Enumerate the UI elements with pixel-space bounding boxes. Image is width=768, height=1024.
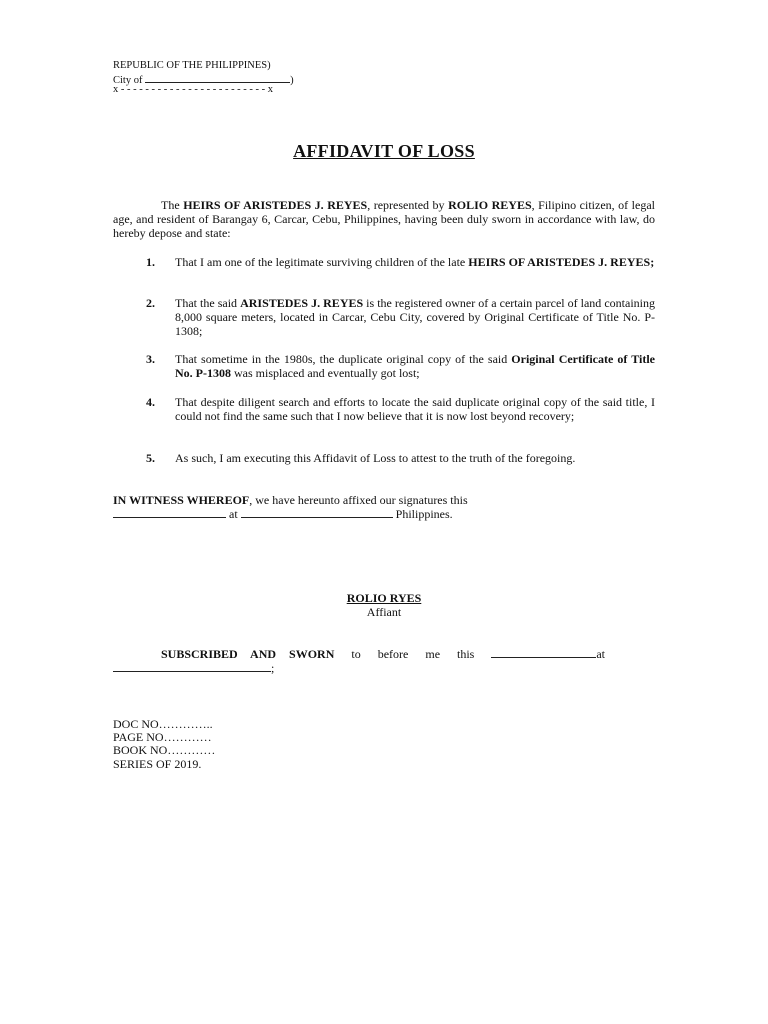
list-text: That despite diligent search and efforts to locate the said duplicate original copy of the said title, I could not find the same such that I now believe that it is now lost beyond recovery; xyxy=(175,395,655,423)
affiant-name: ROLIO RYES xyxy=(346,591,422,605)
list-bold-text: Original Certificate of Title No. P-1308 xyxy=(175,352,655,380)
affiant-role: Affiant xyxy=(366,605,402,619)
list-text: is the registered owner of a certain parcel of land containing 8,000 square meters, located in Carcar, Cebu City, covered by Original Certificate of Title No. P-1308; xyxy=(175,296,655,338)
list-text: That the said xyxy=(175,296,241,310)
city-prefix: City of xyxy=(113,75,146,86)
date-blank-line xyxy=(113,507,226,518)
list-text: That sometime in the 1980s, the duplicate original copy of the said xyxy=(175,352,512,366)
intro-text-1: The xyxy=(161,198,184,212)
jurat-text-1: to before me this xyxy=(334,647,492,661)
witness-text-2: at xyxy=(226,507,241,521)
list-number: 1. xyxy=(146,255,155,269)
jurat-text-3: ; xyxy=(271,661,275,675)
witness-text-1: , we have hereunto affixed our signatures this xyxy=(249,493,468,507)
list-number: 5. xyxy=(146,451,155,465)
place-blank-line xyxy=(241,507,393,518)
intro-paragraph xyxy=(113,198,655,240)
document-title: AFFIDAVIT OF LOSS xyxy=(293,141,475,161)
venue-line-republic: REPUBLIC OF THE PHILIPPINES) xyxy=(113,60,271,71)
jurat-text-2: at xyxy=(596,647,606,661)
list-text: As such, I am executing this Affidavit of Loss to attest to the truth of the foregoing. xyxy=(175,451,576,465)
jurat-date-blank xyxy=(491,647,596,658)
witness-text-3: Philippines. xyxy=(392,507,453,521)
witness-paragraph xyxy=(113,493,655,521)
list-number: 4. xyxy=(146,395,155,409)
list-bold-text: ARISTEDES J. REYES xyxy=(240,296,364,310)
witness-heading: IN WITNESS WHEREOF xyxy=(113,493,250,507)
list-text: That I am one of the legitimate surviving children of the late xyxy=(175,255,469,269)
series-year: SERIES OF 2019. xyxy=(113,757,202,771)
list-bold-text: HEIRS OF ARISTEDES J. REYES; xyxy=(468,255,655,269)
jurat-paragraph xyxy=(113,647,655,675)
jurat-place-blank xyxy=(113,661,271,672)
intro-text-2: , represented by xyxy=(367,198,449,212)
doc-number: DOC NO………….. xyxy=(113,717,213,731)
page-number: PAGE NO………… xyxy=(113,730,212,744)
list-number: 3. xyxy=(146,352,155,366)
intro-heirs: HEIRS OF ARISTEDES J. REYES xyxy=(183,198,368,212)
list-text: was misplaced and eventually got lost; xyxy=(231,366,420,380)
list-number: 2. xyxy=(146,296,155,310)
intro-representative: ROLIO REYES xyxy=(448,198,532,212)
jurat-heading: SUBSCRIBED AND SWORN xyxy=(161,647,335,661)
intro-text-3: , Filipino citizen, of legal age, and resident of Barangay 6, Carcar, Cebu, Philippines, having been duly sworn in accordance with law, do hereby depose and state: xyxy=(113,198,656,240)
book-number: BOOK NO………… xyxy=(113,743,216,757)
venue-divider: x - - - - - - - - - - - - - - - - - - - - - - - - x xyxy=(113,84,274,95)
city-blank-line xyxy=(145,72,290,83)
city-suffix: ) xyxy=(290,75,294,86)
